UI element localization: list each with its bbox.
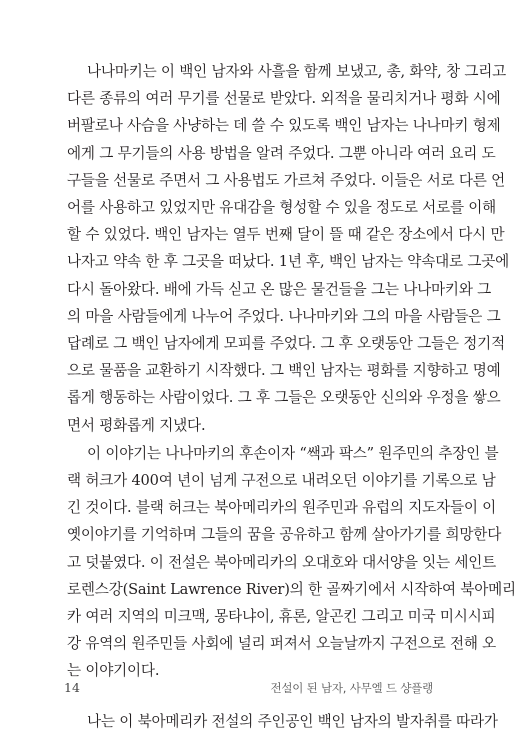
- text-line: 에게 그 무기들의 사용 방법을 알려 주었다. 그뿐 아니라 여러 요리 도: [67, 144, 496, 162]
- text-line: 다시 돌아왔다. 배에 가득 싣고 온 많은 물건들을 그는 나나마키와 그: [67, 280, 492, 298]
- text-line: 의 마을 사람들에게 나누어 주었다. 나나마키와 그의 마을 사람들은 그: [67, 307, 501, 325]
- text-line: 랙 허크가 400여 년이 넘게 구전으로 내려오던 이야기를 기록으로 남: [67, 472, 496, 489]
- text-line: 할 수 있었다. 백인 남자는 열두 번째 달이 뜰 때 같은 장소에서 다시 만: [67, 226, 505, 244]
- text-line: 롭게 행동하는 사람이었다. 그 후 그들은 오랫동안 신의와 우정을 쌓으: [67, 389, 501, 407]
- text-line: 나자고 약속 한 후 그곳을 떠났다. 1년 후, 백인 남자는 약속대로 그곳에: [67, 253, 510, 271]
- text-line: 면서 평화롭게 지냈다.: [67, 416, 206, 434]
- text-line: 옛이야기를 기억하며 그들의 꿈을 공유하고 함께 살아가기를 희망한다: [67, 526, 502, 544]
- text-line: 구들을 선물로 주면서 그 사용법도 가르쳐 주었다. 이들은 서로 다른 언: [67, 171, 505, 189]
- text-line: 나나마키는 이 백인 남자와 사흘을 함께 보냈고, 총, 화약, 창 그리고: [87, 63, 507, 80]
- page-number: 14: [64, 680, 80, 695]
- text-line: 이 이야기는 나나마키의 후손이자 “쌕과 팍스” 원주민의 추장인 블: [87, 444, 499, 462]
- text-line: 버팔로나 사슴을 사냥하는 데 쓸 수 있도록 백인 남자는 나나마키 형제: [67, 117, 501, 135]
- text-line: 로렌스강(Saint Lawrence River)의 한 골짜기에서 시작하여 북아메리: [67, 580, 516, 598]
- text-line: 긴 것이다. 블랙 허크는 북아메리카의 원주민과 유럽의 지도자들이 이: [67, 499, 497, 517]
- text-line: 나는 이 북아메리카 전설의 주인공인 백인 남자의 발자취를 따라가: [87, 712, 498, 730]
- text-line: 어를 사용하고 있었지만 유대감을 형성할 수 있을 정도로 서로를 이해: [67, 199, 497, 216]
- text-line: 는 이야기이다.: [67, 662, 160, 680]
- text-line: 강 유역의 원주민들 사회에 널리 퍼져서 오늘날까지 구전으로 전해 오: [67, 635, 497, 653]
- running-head: 전설이 된 남자, 사무엘 드 샹플랭: [270, 681, 433, 695]
- text-line: 카 여러 지역의 미크맥, 몽타냐이, 휴론, 알곤킨 그리고 미국 미시시피: [67, 608, 496, 625]
- text-line: 고 덧붙였다. 이 전설은 북아메리카의 오대호와 대서양을 잇는 세인트: [67, 553, 497, 571]
- text-line: 답례로 그 백인 남자에게 모피를 주었다. 그 후 오랫동안 그들은 정기적: [67, 335, 505, 352]
- text-line: 다른 종류의 여러 무기를 선물로 받았다. 외적을 물리치거나 평화 시에: [67, 90, 501, 108]
- text-line: 으로 물품을 교환하기 시작했다. 그 백인 남자는 평화를 지향하고 명예: [67, 362, 501, 380]
